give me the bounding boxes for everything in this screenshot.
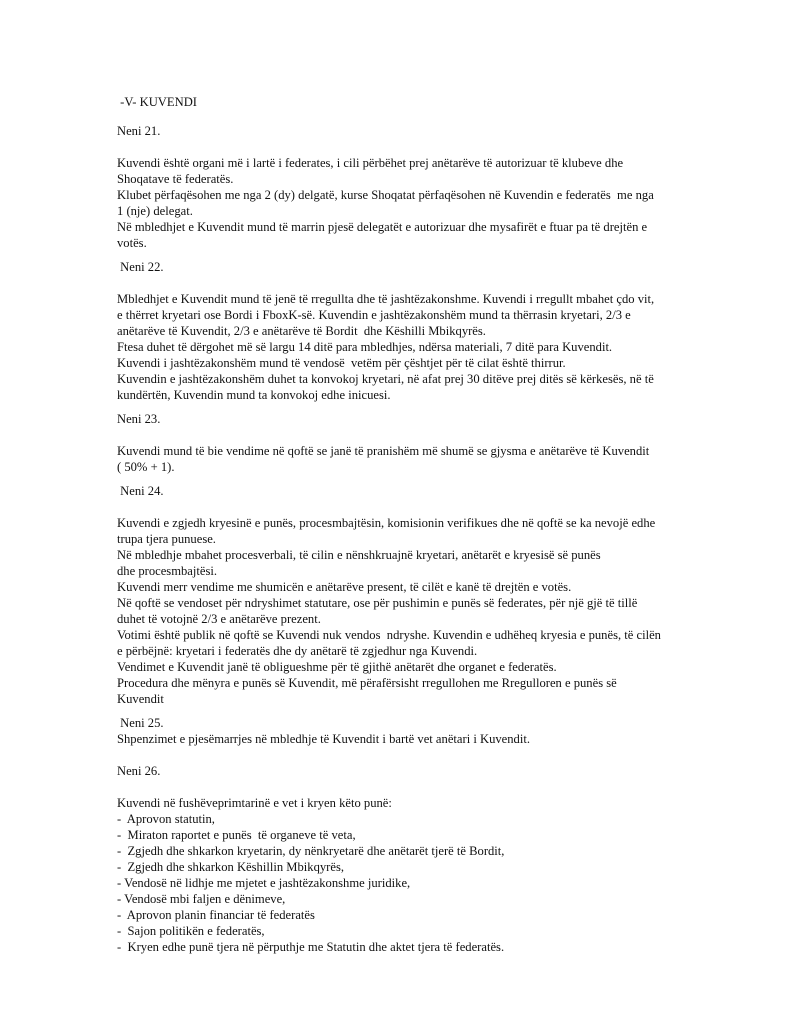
paragraph-line: Në mbledhje mbahet procesverbali, të cilin e nënshkruajnë kryetari, anëtarët e kryesisë së punës — [117, 548, 601, 562]
paragraph-line: e përbëjnë: kryetari i federatës dhe dy anëtarë të zgjedhur nga Kuvendi. — [117, 644, 478, 658]
paragraph-line: Kuvendi i jashtëzakonshëm mund të vendosë vetëm për çështjet për të cilat është thirrur. — [117, 356, 566, 370]
paragraph-line: Në qoftë se vendoset për ndryshimet statutare, ose për pushimin e punës së federates, për një gjë të tillë — [117, 596, 638, 610]
list-item: - Zgjedh dhe shkarkon kryetarin, dy nënkryetarë dhe anëtarët tjerë të Bordit, — [117, 844, 505, 858]
paragraph-line: Procedura dhe mënyra e punës së Kuvendit, më përafërsisht rregullohen me Rregulloren e punës së — [117, 676, 617, 690]
article-heading: Neni 25. — [117, 716, 164, 730]
paragraph-line: trupa tjera punuese. — [117, 532, 216, 546]
paragraph-line: Kuvendi merr vendime me shumicën e anëtarëve present, të cilët e kanë të drejtën e votës. — [117, 580, 572, 594]
paragraph-line: Kuvendit — [117, 692, 164, 706]
list-item: - Aprovon statutin, — [117, 812, 215, 826]
paragraph-line: Kuvendi mund të bie vendime në qoftë se janë të pranishëm më shumë se gjysma e anëtarëve të Kuvendit — [117, 444, 650, 458]
article-heading: Neni 23. — [117, 412, 161, 426]
paragraph-line: Ftesa duhet të dërgohet më së largu 14 ditë para mbledhjes, ndërsa materiali, 7 ditë para Kuvendit. — [117, 340, 613, 354]
paragraph-line: Shpenzimet e pjesëmarrjes në mbledhje të Kuvendit i bartë vet anëtari i Kuvendit. — [117, 732, 531, 746]
paragraph-line: Klubet përfaqësohen me nga 2 (dy) delgatë, kurse Shoqatat përfaqësohen në Kuvendin e federatës me nga — [117, 188, 654, 202]
list-item: - Sajon politikën e federatës, — [117, 924, 265, 938]
paragraph-line: Mbledhjet e Kuvendit mund të jenë të rregullta dhe të jashtëzakonshme. Kuvendi i rregullt mbahet çdo vit, — [117, 292, 655, 306]
paragraph-line: Kuvendi është organi më i lartë i federates, i cili përbëhet prej anëtarëve të autorizuar të klubeve dhe — [117, 156, 624, 170]
paragraph-line: Votimi është publik në qoftë se Kuvendi nuk vendos ndryshe. Kuvendin e udhëheq kryesia e punës, të cilën — [117, 628, 661, 642]
list-item: - Aprovon planin financiar të federatës — [117, 908, 315, 922]
article-heading: Neni 24. — [117, 484, 164, 498]
list-item: - Kryen edhe punë tjera në përputhje me Statutin dhe aktet tjera të federatës. — [117, 940, 505, 954]
paragraph-line: Kuvendin e jashtëzakonshëm duhet ta konvokoj kryetari, në afat prej 30 ditëve prej ditës së kërkesës, në të — [117, 372, 654, 386]
list-item: - Vendosë mbi faljen e dënimeve, — [117, 892, 286, 906]
paragraph-line: kundërtën, Kuvendin mund ta konvokoj edhe inicuesi. — [117, 388, 391, 402]
article-heading: Neni 22. — [117, 260, 164, 274]
section-heading: -V- KUVENDI — [117, 95, 197, 109]
paragraph-line: Shoqatave të federatës. — [117, 172, 234, 186]
article-heading: Neni 26. — [117, 764, 161, 778]
paragraph-line: dhe procesmbajtësi. — [117, 564, 218, 578]
paragraph-line: e thërret kryetari ose Bordi i FboxK-së. Kuvendin e jashtëzakonshëm mund ta thërrasin kryetari, 2/3 e — [117, 308, 631, 322]
paragraph-line: Në mbledhjet e Kuvendit mund të marrin pjesë delegatët e autorizuar dhe mysafirët e ftuar pa të drejtën e — [117, 220, 648, 234]
paragraph-line: Kuvendi në fushëveprimtarinë e vet i kryen këto punë: — [117, 796, 392, 810]
list-item: - Miraton raportet e punës të organeve të veta, — [117, 828, 356, 842]
article-heading: Neni 21. — [117, 124, 161, 138]
paragraph-line: Vendimet e Kuvendit janë të obligueshme për të gjithë anëtarët dhe organet e federatës. — [117, 660, 557, 674]
paragraph-line: anëtarëve të Kuvendit, 2/3 e anëtarëve të Bordit dhe Këshilli Mbikqyrës. — [117, 324, 486, 338]
paragraph-line: ( 50% + 1). — [117, 460, 175, 474]
paragraph-line: votës. — [117, 236, 147, 250]
paragraph-line: Kuvendi e zgjedh kryesinë e punës, procesmbajtësin, komisionin verifikues dhe në qoftë se ka nevojë edhe — [117, 516, 656, 530]
paragraph-line: duhet të votojnë 2/3 e anëtarëve prezent. — [117, 612, 321, 626]
list-item: - Zgjedh dhe shkarkon Këshillin Mbikqyrës, — [117, 860, 345, 874]
paragraph-line: 1 (nje) delegat. — [117, 204, 193, 218]
list-item: - Vendosë në lidhje me mjetet e jashtëzakonshme juridike, — [117, 876, 411, 890]
